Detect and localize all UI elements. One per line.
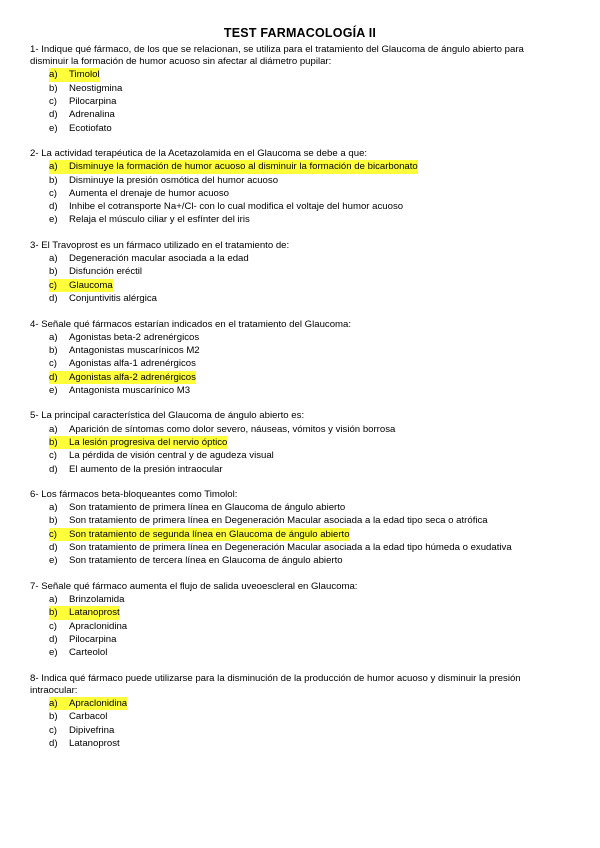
option-text: Glaucoma [69, 279, 113, 291]
option-text: Adrenalina [69, 109, 115, 121]
option-letter: c) [49, 528, 57, 540]
question-list [30, 44, 560, 764]
option-text: Disfunción eréctil [69, 266, 143, 278]
option-text: Son tratamiento de primera línea en Degeneración Macular asociada a la edad tipo húmeda o exudativa [69, 542, 512, 554]
option-text: Latanoprost [69, 607, 120, 619]
option [49, 357, 560, 370]
question-stem: 2- La actividad terapéutica de la Acetazolamida en el Glaucoma se debe a que: [30, 148, 368, 160]
option-text: Degeneración macular asociada a la edad [69, 253, 249, 265]
question-stem: 3- El Travoprost es un fármaco utilizado en el tratamiento de: [30, 239, 290, 251]
option-text: Carbacol [69, 711, 108, 723]
option-text: Agonistas alfa-1 adrenérgicos [69, 358, 196, 370]
option-text: Son tratamiento de primera línea en Glaucoma de ángulo abierto [69, 502, 346, 514]
option-letter: a) [49, 698, 58, 710]
option-highlighted [49, 606, 560, 619]
option [49, 423, 560, 436]
question-stem: 8- Indica qué fármaco puede utilizarse para la disminución de la producción de humor acuoso y disminuir la presión intraocular: [30, 672, 521, 696]
option-text: Ecotiofato [69, 122, 112, 134]
option [49, 724, 560, 737]
option-letter: d) [49, 542, 58, 554]
option-text: Pilocarpina [69, 96, 117, 107]
option-letter: c) [49, 620, 57, 632]
question-1 [30, 44, 560, 135]
option [49, 292, 560, 305]
option-letter: b) [49, 515, 58, 527]
option-text: Pilocarpina [69, 633, 117, 645]
option [49, 213, 560, 226]
question-stem: 4- Señale qué fármacos estarían indicados en el tratamiento del Glaucoma: [30, 318, 352, 330]
option [49, 449, 560, 462]
question-5 [30, 410, 560, 475]
question-3 [30, 240, 560, 305]
option [49, 514, 560, 527]
option-text: Agonistas alfa-2 adrenérgicos [69, 371, 196, 383]
document-title: TEST FARMACOLOGÍA II [223, 26, 377, 40]
option-text: Aparición de síntomas como dolor severo, náuseas, vómitos y visión borrosa [69, 423, 396, 435]
option-highlighted [49, 371, 560, 384]
option [49, 187, 560, 200]
option [49, 554, 560, 567]
option-text: El aumento de la presión intraocular [69, 463, 223, 475]
option-highlighted [49, 160, 560, 173]
option-letter: a) [49, 253, 58, 265]
option-highlighted [49, 697, 560, 710]
option-text: Dipivefrina [69, 724, 115, 736]
option [49, 541, 560, 554]
option [49, 463, 560, 476]
option-text: Neostigmina [69, 82, 123, 94]
question-2 [30, 148, 560, 227]
option [49, 108, 560, 121]
option-text: Carteolol [69, 647, 108, 659]
option-letter: a) [49, 423, 58, 435]
option [49, 95, 560, 108]
option-letter: d) [49, 371, 58, 383]
option-highlighted [49, 436, 560, 449]
option [49, 252, 560, 265]
option-letter: a) [49, 594, 58, 606]
option-letter: e) [49, 647, 58, 659]
question-stem: 5- La principal característica del Glaucoma de ángulo abierto es: [30, 410, 305, 422]
question-8 [30, 673, 560, 751]
option-letter: c) [49, 724, 57, 736]
option-letter: a) [49, 502, 58, 514]
option-letter: e) [49, 214, 58, 226]
option-letter: e) [49, 122, 58, 134]
option-letter: b) [49, 174, 58, 186]
option [49, 265, 560, 278]
option-text: Inhibe el cotransporte Na+/Cl- con lo cual modifica el voltaje del humor acuoso [69, 201, 404, 213]
option-letter: d) [49, 633, 58, 645]
option-letter: d) [49, 738, 58, 750]
option [49, 593, 560, 606]
option-text: La lesión progresiva del nervio óptico [69, 436, 228, 448]
option [49, 384, 560, 397]
option-letter: d) [49, 109, 58, 121]
option-text: Son tratamiento de tercera línea en Glaucoma de ángulo abierto [69, 555, 343, 567]
option-text: Antagonista muscarínico M3 [69, 384, 191, 396]
option-letter: b) [49, 436, 58, 448]
option-text: Son tratamiento de primera línea en Degeneración Macular asociada a la edad tipo seca o atrófica [69, 515, 488, 527]
option [49, 646, 560, 659]
option-letter: d) [49, 463, 58, 475]
option [49, 620, 560, 633]
option-letter: b) [49, 345, 58, 357]
option-text: Latanoprost [69, 738, 120, 750]
option-letter: b) [49, 607, 58, 619]
option-letter: d) [49, 201, 58, 213]
option [49, 200, 560, 213]
option-text: Conjuntivitis alérgica [69, 293, 157, 305]
option [49, 331, 560, 344]
option-text: Timolol [69, 69, 100, 81]
option-highlighted [49, 528, 560, 541]
option [49, 633, 560, 646]
option-letter: c) [49, 358, 57, 370]
option-letter: a) [49, 161, 58, 173]
question-7 [30, 581, 560, 660]
option-letter: d) [49, 293, 58, 305]
option-letter: b) [49, 711, 58, 723]
option-text: Apraclonidina [69, 620, 128, 632]
option [49, 501, 560, 514]
option [49, 174, 560, 187]
option-text: Antagonistas muscarínicos M2 [69, 345, 200, 357]
option-highlighted [49, 279, 560, 292]
option-letter: c) [49, 279, 57, 291]
option-text: Relaja el músculo ciliar y el esfínter del iris [69, 214, 250, 226]
option [49, 710, 560, 723]
question-stem: 1- Indique qué fármaco, de los que se relacionan, se utiliza para el tratamiento del Glaucoma de ángulo abierto para disminuir la formación de humor acuoso sin afectar al diámetro pupilar: [30, 44, 524, 68]
question-6 [30, 489, 560, 568]
question-stem: 7- Señale qué fármaco aumenta el flujo de salida uveoescleral en Glaucoma: [30, 580, 358, 592]
option-letter: c) [49, 450, 57, 462]
option [49, 122, 560, 135]
option [49, 82, 560, 95]
option-letter: b) [49, 266, 58, 278]
question-stem: 6- Los fármacos beta-bloqueantes como Timolol: [30, 488, 238, 500]
option-text: Disminuye la formación de humor acuoso al disminuir la formación de bicarbonato [69, 161, 418, 173]
question-4 [30, 319, 560, 398]
option-text: Disminuye la presión osmótica del humor acuoso [69, 174, 279, 186]
option-text: Agonistas beta-2 adrenérgicos [69, 331, 200, 343]
option-letter: c) [49, 96, 57, 107]
option-letter: e) [49, 555, 58, 567]
option-letter: a) [49, 69, 58, 81]
option-highlighted [49, 68, 560, 81]
option-text: Apraclonidina [69, 698, 128, 710]
option-letter: b) [49, 82, 58, 94]
option-letter: a) [49, 331, 58, 343]
option-text: Son tratamiento de segunda línea en Glaucoma de ángulo abierto [69, 528, 350, 540]
option-text: La pérdida de visión central y de agudeza visual [69, 450, 274, 462]
option-letter: e) [49, 384, 58, 396]
option-letter: c) [49, 187, 57, 199]
option-text: Brinzolamida [69, 594, 125, 606]
option [49, 344, 560, 357]
option-text: Aumenta el drenaje de humor acuoso [69, 187, 229, 199]
option [49, 737, 560, 750]
